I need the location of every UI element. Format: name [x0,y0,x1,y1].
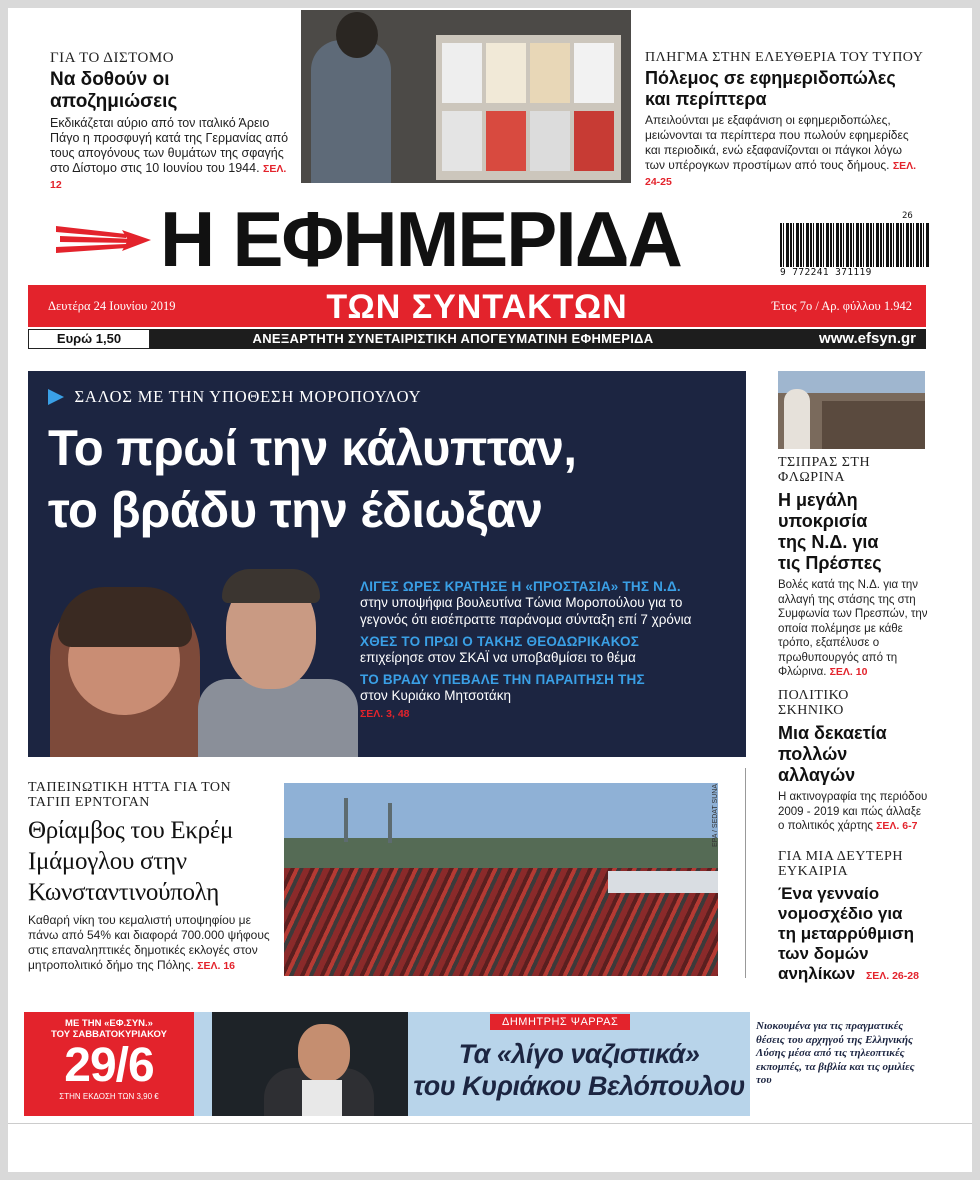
story-kicker: ΓΙΑ ΤΟ ΔΙΣΤΟΜΟ [50,50,175,66]
lead-kicker-row [48,387,421,407]
lead-item-text: γεγονός ότι εισέπραττε παράνομα σύνταξη επί 7 χρόνια [360,612,692,627]
story-body: Απειλούνται με εξαφάνιση οι εφημεριδοπώλες, μειώνονται τα περίπτερα που πωλούν εφημερίδες και περιοδικά, ενώ εξαφανίζονται οι πάγκοι λόγω των υπέρογκων προστίμων από τους δήμους. ΣΕΛ. 24-25 [645,113,917,188]
lead-item-title: ΧΘΕΣ ΤΟ ΠΡΩΙ Ο ΤΑΚΗΣ ΘΕΟΔΩΡΙΚΑΚΟΣ [360,634,640,649]
story-body: Η ακτινογραφία της περιόδου 2009 - 2019 και πώς άλλαξε ο πολιτικός χάρτης ΣΕΛ. 6-7 [778,791,928,832]
promo-box [24,1012,194,1116]
price: Ευρώ 1,50 [28,329,150,349]
column-divider [745,768,746,978]
sidebar-story-1 [778,455,928,680]
promo-date: 29/6 [64,1039,154,1092]
promo-price: ΣΤΗΝ ΕΚΔΟΣΗ ΤΩΝ 3,90 € [59,1092,159,1101]
crowd-photo [284,783,718,976]
lead-item [360,579,740,628]
velopoulos-photo [212,1012,408,1116]
bottom-rule [8,1123,972,1124]
story-kicker: ΠΟΛΙΤΙΚΟ ΣΚΗΝΙΚΟ [778,688,849,718]
masthead-red-band [28,285,926,327]
page-reference: ΣΕΛ. 24-25 [645,160,917,188]
masthead-subtitle: ΤΩΝ ΣΥΝΤΑΚΤΩΝ [326,288,628,326]
story-headline: Πόλεμος σε εφημεριδοπώλες και περίπτερα [645,68,896,109]
story-headline: Θρίαμβος του Εκρέμ Ιμάμογλου στην Κωνσταντινούπολη [28,817,234,906]
page-reference: ΣΕΛ. 3, 48 [360,708,410,720]
person-head [336,12,378,58]
issue-number: Έτος 7ο / Αρ. φύλλου 1.942 [771,299,912,313]
story-headline: Η μεγάλη υποκρισία της Ν.Δ. για τις Πρέσπες [778,490,882,573]
lead-photo [28,557,358,757]
promo-line: ΤΟΥ ΣΑΒΒΑΤΟΚΥΡΙΑΚΟΥ [50,1029,168,1040]
author-badge: ΔΗΜΗΤΡΗΣ ΨΑΡΡΑΣ [490,1014,630,1030]
rally-photo [778,371,925,449]
photo-credit: EPA / SEDAT SUNA [712,784,719,848]
bottom-side-text: Νιοκουμένα για τις πραγματικές θέσεις του αρχηγού της Ελληνικής Λύσης μέσα από τις τηλεοπτικές εκπομπές, τα βιβλία και τις ομιλίες του [756,1020,915,1086]
lead-story [28,371,746,757]
tagline: ΑΝΕΞΑΡΤΗΤΗ ΣΥΝΕΤΑΙΡΙΣΤΙΚΗ ΑΠΟΓΕΥΜΑΤΙΝΗ ΕΦΗΜΕΡΙΔΑ [252,331,654,346]
newsstand-photo [301,10,631,183]
page-reference: ΣΕΛ. 12 [50,163,287,191]
portrait-woman [50,587,200,757]
lead-kicker: ΣΑΛΟΣ ΜΕ ΤΗΝ ΥΠΟΘΕΣΗ ΜΟΡΟΠΟΥΛΟΥ [74,387,422,406]
barcode-number: 9 772241 371119 [780,267,872,278]
lead-item-text: επιχείρησε στον ΣΚΑΪ να υποβαθμίσει το θέμα [360,650,636,665]
lead-item-text: στον Κυριάκο Μητσοτάκη [360,688,511,703]
lead-item [360,634,740,666]
lead-item-text: στην υποψήφια βουλευτίνα Τώνια Μοροπούλου για το [360,595,683,610]
masthead-black-band [28,329,926,349]
newspaper-front-page [8,8,972,1172]
masthead-title: Η ΕΦΗΜΕΡΙΔΑ [160,195,681,283]
sidebar-story-3 [778,849,928,986]
story-kicker: ΤΑΠΕΙΝΩΤΙΚΗ ΗΤΤΑ ΓΙΑ ΤΟΝ ΤΑΓΙΠ ΕΡΝΤΟΓΑΝ [28,780,232,810]
masthead-logo-icon [56,220,151,260]
issue-date: Δευτέρα 24 Ιουνίου 2019 [48,299,176,313]
barcode-bars [780,223,930,267]
page-reference: ΣΕΛ. 16 [197,960,236,972]
play-arrow-icon [48,389,64,405]
newspaper-rack [436,35,621,180]
story-headline: Μια δεκαετία πολλών αλλαγών [778,723,887,785]
story-body: Καθαρή νίκη του κεμαλιστή υποψηφίου με πάνω από 54% και διαφορά 700.000 ψήφους στις επαναληπτικές δημοτικές εκλογές στον μητροπολιτικό δήμο της Πόλης. ΣΕΛ. 16 [28,913,270,972]
lead-headline: Το πρωί την κάλυπταν, το βράδυ την έδιωξαν [48,420,577,538]
portrait-man [198,569,358,757]
website-link[interactable]: www.efsyn.gr [819,330,916,347]
sidebar-story-2 [778,688,928,834]
sidebar [778,371,928,981]
promo-line: ΜΕ ΤΗΝ «ΕΦ.ΣΥΝ.» [65,1018,153,1029]
story-kicker: ΠΛΗΓΜΑ ΣΤΗΝ ΕΛΕΥΘΕΡΙΑ ΤΟΥ ΤΥΠΟΥ [645,50,924,65]
pen-nib-logo-icon [56,220,151,260]
lead-item-title: ΛΙΓΕΣ ΩΡΕΣ ΚΡΑΤΗΣΕ Η «ΠΡΟΣΤΑΣΙΑ» ΤΗΣ Ν.Δ. [360,579,681,594]
top-left-story [50,50,290,193]
story-body: Εκδικάζεται αύριο από τον ιταλικό Άρειο Πάγο η προσφυγή κατά της Γερμανίας από τους απογόνους των θυμάτων της σφαγής στο Δίστομο στις 10 Ιουνίου του 1944. ΣΕΛ. 12 [50,116,289,191]
person-silhouette [311,40,391,183]
barcode-suffix: 26 [902,211,913,221]
bottom-headline: Τα «λίγο ναζιστικά» του Κυριάκου Βελόπουλου [413,1039,745,1101]
bottom-story [194,1012,750,1116]
lead-item-title: ΤΟ ΒΡΑΔΥ ΥΠΕΒΑΛΕ ΤΗΝ ΠΑΡΑΙΤΗΣΗ ΤΗΣ [360,672,645,687]
lead-item-list [360,579,740,720]
barcode [780,211,930,283]
page-reference: ΣΕΛ. 6-7 [876,820,918,832]
second-story [28,780,280,974]
lead-item [360,672,740,704]
story-headline: Ένα γενναίο νομοσχέδιο για τη μεταρρύθμιση των δομών ανηλίκων ΣΕΛ. 26-28 [778,884,919,983]
story-body: Βολές κατά της Ν.Δ. για την αλλαγή της στάσης της στη Συμφωνία των Πρεσπών, την οποία πολέμησε με κάθε τρόπο, εξαπέλυσε ο πρωθυπουργός από τη Φλώρινα. ΣΕΛ. 10 [778,579,928,678]
page-reference: ΣΕΛ. 26-28 [865,970,919,982]
story-headline: Να δοθούν οι αποζημιώσεις [50,69,178,112]
story-kicker: ΤΣΙΠΡΑΣ ΣΤΗ ΦΛΩΡΙΝΑ [778,455,871,485]
page-reference: ΣΕΛ. 10 [829,666,868,678]
story-kicker: ΓΙΑ ΜΙΑ ΔΕΥΤΕΡΗ ΕΥΚΑΙΡΙΑ [778,849,903,879]
top-right-story [645,50,925,190]
